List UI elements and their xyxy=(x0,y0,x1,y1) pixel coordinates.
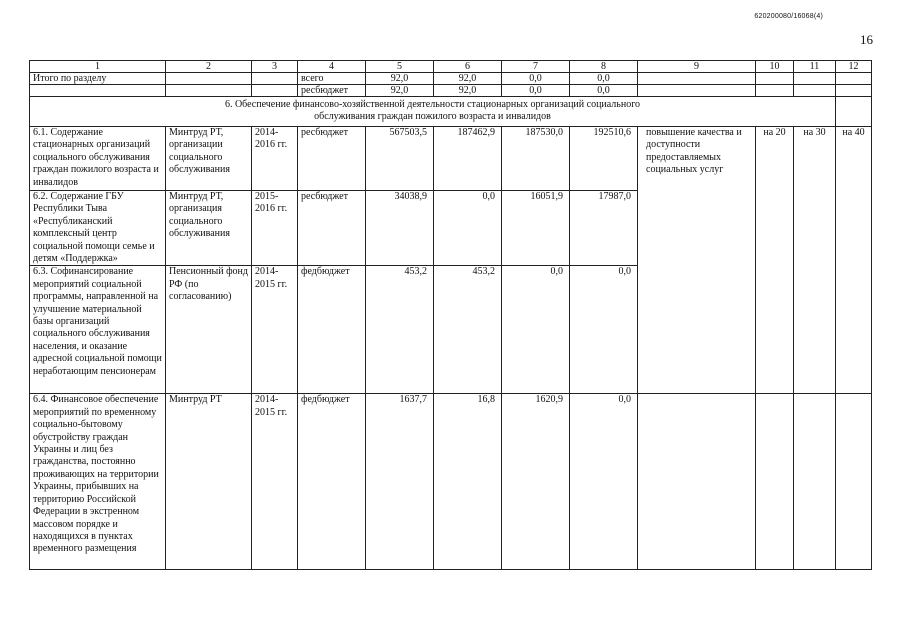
row-period: 2014-2015 гг. xyxy=(252,266,298,394)
header-cell: 11 xyxy=(794,61,836,73)
table-row xyxy=(30,127,872,191)
header-cell: 5 xyxy=(366,61,434,73)
row-name: 6.4. Финансовое обеспечение мероприятий по временному социально-бытовому обустройству граждан Украины и лиц без гражданства, постоянно проживающих на территории Украины, прибывших на территорию Российской Федерации в экстренном массовом порядке и находящихся в пунктах временного размещения xyxy=(30,394,166,570)
header-cell: 9 xyxy=(638,61,756,73)
header-cell: 10 xyxy=(756,61,794,73)
table-row xyxy=(30,394,872,570)
row-value: 567503,5 xyxy=(366,127,434,191)
row-source: ресбюджет xyxy=(298,127,366,191)
row-name: 6.3. Софинансирование мероприятий социальной программы, направленной на улучшение материальной базы организаций социального обслуживания населения, и оказание адресной социальной помощи неработающим пенсионерам xyxy=(30,266,166,394)
row-value: 0,0 xyxy=(502,266,570,394)
row-executor: Минтруд РТ xyxy=(166,394,252,570)
row-period: 2015-2016 гг. xyxy=(252,191,298,266)
row-value: 187530,0 xyxy=(502,127,570,191)
row-name: 6.1. Содержание стационарных организаций социального обслуживания граждан пожилого возраста и инвалидов xyxy=(30,127,166,191)
row-value: 453,2 xyxy=(366,266,434,394)
indicator-text: повышение качества и доступности предоставляемых социальных услуг xyxy=(638,127,756,394)
row-period: 2014-2015 гг. xyxy=(252,394,298,570)
row-name: 6.2. Содержание ГБУ Республики Тыва «Республиканский комплексный центр социальной помощи семье и детям «Поддержка» xyxy=(30,191,166,266)
row-value: 1620,9 xyxy=(502,394,570,570)
row-value: 187462,9 xyxy=(434,127,502,191)
header-cell: 12 xyxy=(836,61,872,73)
row-source: федбюджет xyxy=(298,266,366,394)
row-value: 17987,0 xyxy=(570,191,638,266)
document-id: 620200080/16068(4) xyxy=(754,13,823,20)
summary-value: 0,0 xyxy=(502,85,570,97)
row-value: 1637,7 xyxy=(366,394,434,570)
row-value: 0,0 xyxy=(570,266,638,394)
summary-row-total xyxy=(30,73,872,85)
header-cell: 8 xyxy=(570,61,638,73)
summary-value: 92,0 xyxy=(434,85,502,97)
header-cell: 3 xyxy=(252,61,298,73)
summary-source: ресбюджет xyxy=(298,85,366,97)
page-number: 16 xyxy=(860,32,873,47)
indicator-value: на 20 xyxy=(756,127,794,394)
row-value: 16051,9 xyxy=(502,191,570,266)
summary-source: всего xyxy=(298,73,366,85)
header-cell: 2 xyxy=(166,61,252,73)
row-value: 453,2 xyxy=(434,266,502,394)
header-cell: 1 xyxy=(30,61,166,73)
row-period: 2014-2016 гг. xyxy=(252,127,298,191)
header-cell: 6 xyxy=(434,61,502,73)
summary-value: 0,0 xyxy=(502,73,570,85)
row-value: 192510,6 xyxy=(570,127,638,191)
summary-value: 0,0 xyxy=(570,85,638,97)
row-value: 16,8 xyxy=(434,394,502,570)
row-value: 0,0 xyxy=(570,394,638,570)
section-title: 6. Обеспечение финансово-хозяйственной деятельности стационарных организаций социального обслуживания граждан пожилого возраста и инвалидов xyxy=(224,99,641,122)
row-executor: Минтруд РТ, организация социального обслуживания xyxy=(166,191,252,266)
program-table xyxy=(29,60,872,570)
row-value: 34038,9 xyxy=(366,191,434,266)
summary-value: 92,0 xyxy=(366,85,434,97)
summary-label: Итого по разделу xyxy=(30,73,166,85)
row-source: ресбюджет xyxy=(298,191,366,266)
summary-value: 92,0 xyxy=(366,73,434,85)
summary-row-resbudget xyxy=(30,85,872,97)
row-executor: Минтруд РТ, организации социального обслуживания xyxy=(166,127,252,191)
section-row xyxy=(30,97,872,127)
header-row xyxy=(30,61,872,73)
row-executor: Пенсионный фонд РФ (по согласованию) xyxy=(166,266,252,394)
indicator-value: на 40 xyxy=(836,127,872,394)
summary-value: 92,0 xyxy=(434,73,502,85)
header-cell: 7 xyxy=(502,61,570,73)
row-value: 0,0 xyxy=(434,191,502,266)
row-source: федбюджет xyxy=(298,394,366,570)
indicator-value: на 30 xyxy=(794,127,836,394)
header-cell: 4 xyxy=(298,61,366,73)
summary-value: 0,0 xyxy=(570,73,638,85)
